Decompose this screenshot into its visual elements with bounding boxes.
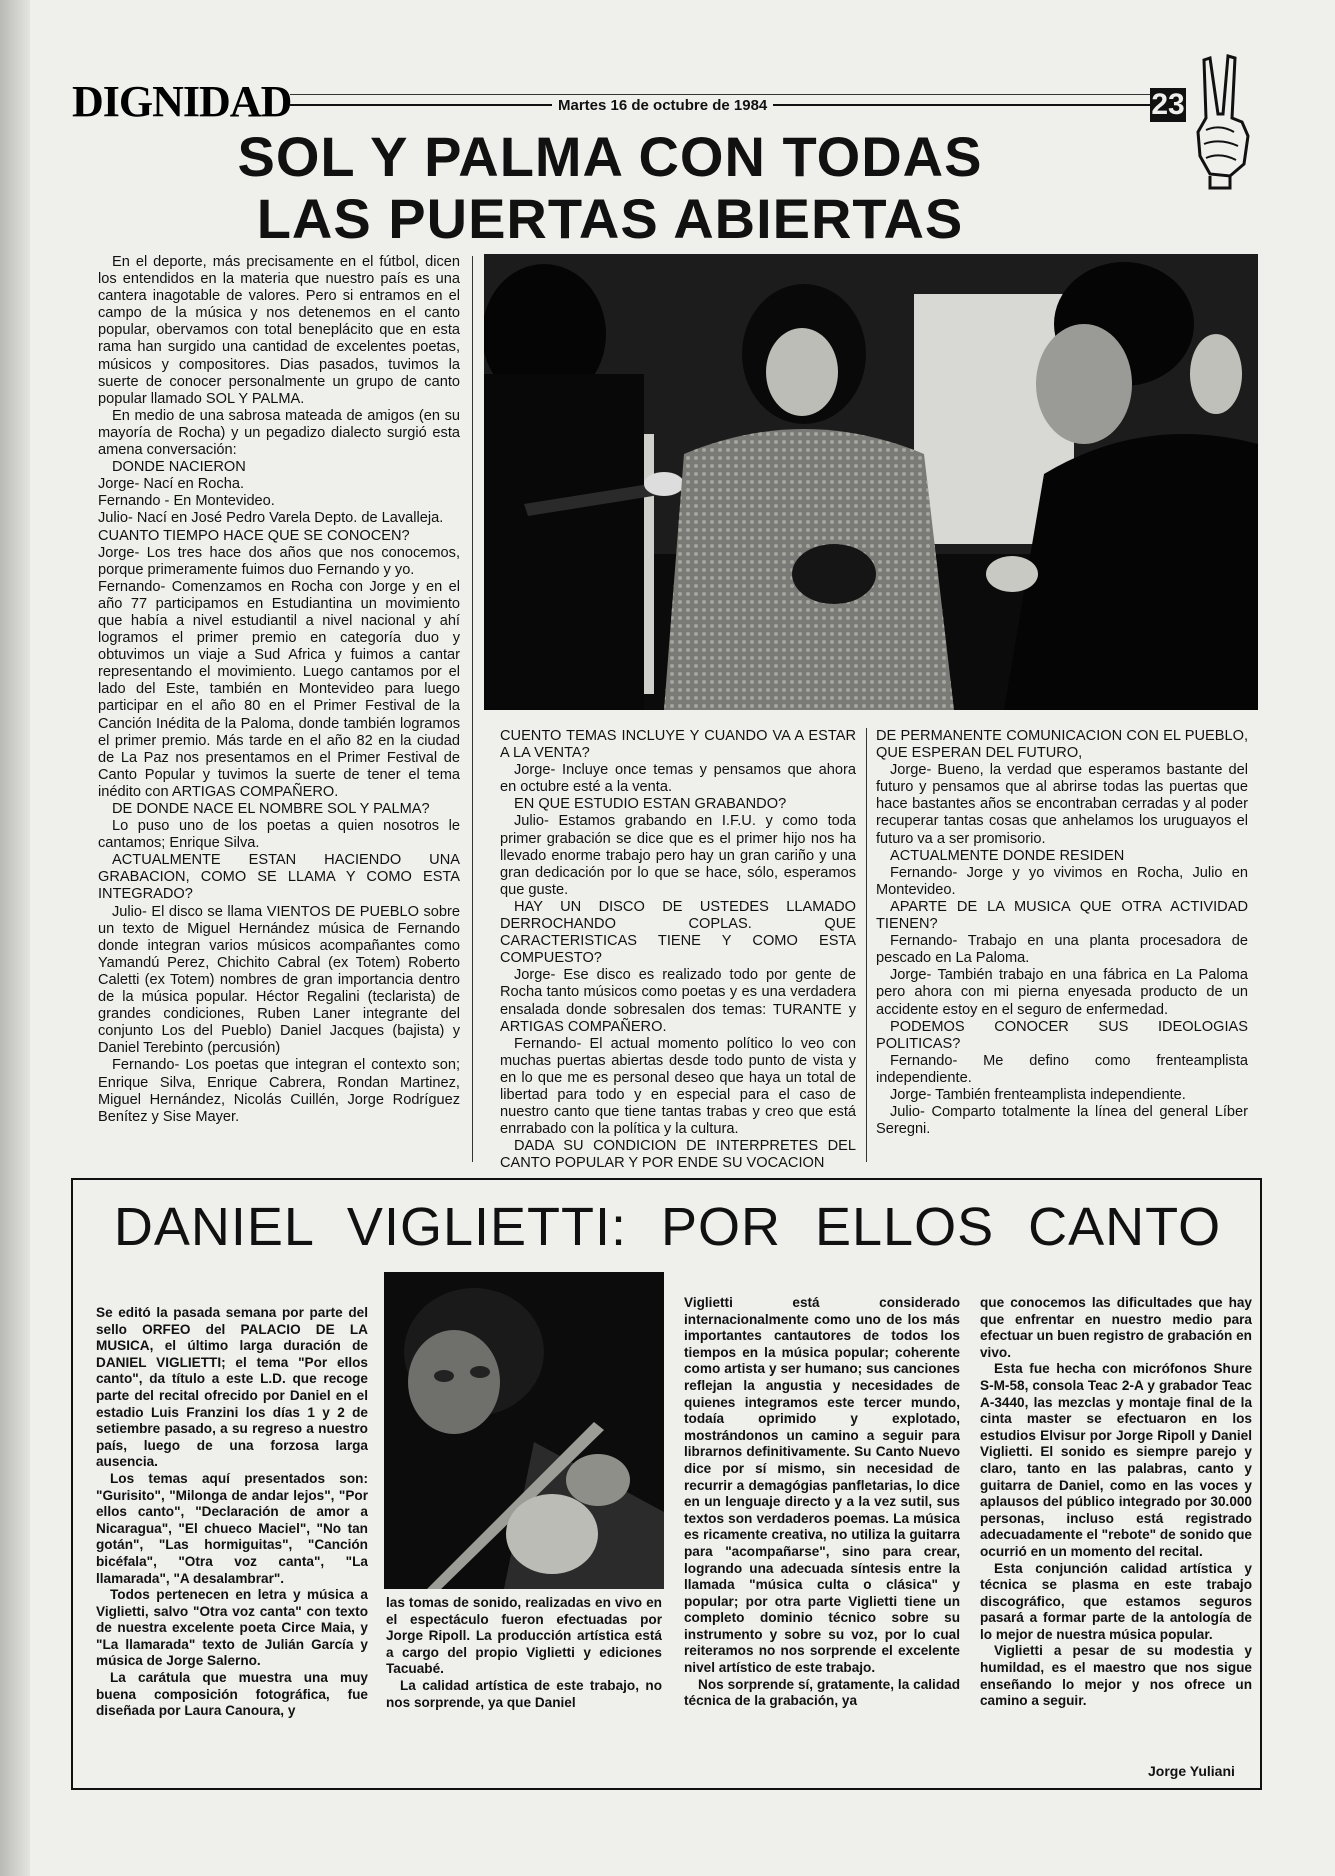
answer: Fernando- Jorge y yo vivimos en Rocha, Julio en Montevideo. (876, 864, 1248, 898)
question: ACTUALMENTE DONDE RESIDEN (890, 847, 1125, 864)
answer: Fernando- Trabajo en una planta procesadora de pescado en La Paloma. (876, 933, 1248, 967)
answer: Jorge- Ese disco es realizado todo por gente de Rocha tanto músicos como poetas y es una verdadera ensalada donde sobresalen dos temas: TURANTE y ARTIGAS COMPAÑERO. (500, 967, 856, 1035)
answer: Julio- Nací en José Pedro Varela Depto. de Lavalleja. (98, 510, 444, 527)
answer: Lo puso uno de los poetas a quien nosotros le cantamos; Enrique Silva. (98, 818, 460, 852)
paragraph: En medio de una sabrosa mateada de amigos (en su mayoría de Rocha) y un pegadizo dialecto surgió esta amena conversación: (98, 407, 460, 459)
box-column-4 (980, 1295, 1252, 1710)
article-left-column (98, 254, 460, 1126)
answer: Jorge- También frenteamplista independiente. (890, 1086, 1186, 1103)
paragraph: La calidad artística de este trabajo, no nos sorprende, ya que Daniel (386, 1677, 662, 1710)
paragraph: Viglietti está considerado internacionalmente como uno de los más importantes cantautores de todos los tiempos en la música popular; coherente como artista y ser humano; sus canciones reflejan la angustia y necesidades de quienes integramos este tercer mundo, todaía oprimido y explotado, mostrándonos un camino a seguir para librarnos definitivamente. Su Canto Nuevo dice por sí mismo, sin necesidad de recurrir a demagógias panfletarias, lo dice en un lenguaje directo y a la vez sutil, sus textos son verdaderos poemas. La música es ricamente creativa, no utiliza la guitarra para "acompañarse", sino para crear, logrando una adecuada síntesis entre la llamada "música culta o clásica" y popular; por otra parte Viglietti tiene un completo dominio técnico sobre su instrumento y sobre su voz, por lo cual reiteramos no nos sorprende el excelente nivel artístico de este trabajo. (684, 1295, 960, 1676)
paragraph: Viglietti a pesar de su modestia y humildad, es el maestro que nos sigue enseñando lo mejor y nos ofrece un camino a seguir. (980, 1643, 1252, 1709)
paragraph: Nos sorprende sí, gratamente, la calidad técnica de la grabación, ya (684, 1676, 960, 1709)
paragraph: Los temas aquí presentados son: "Gurisito", "Milonga de andar lejos", "Por ellos canto", "Declaración de amor a Nicaragua", "El chueco Maciel", "No tan gotán", "Las hormiguitas", "Canción bicéfala", "Otra voz canta", "La llamarada", "A desalambrar". (96, 1470, 368, 1586)
headline-line-2: LAS PUERTAS ABIERTAS (256, 187, 964, 250)
paragraph: las tomas de sonido, realizadas en vivo en el espectáculo fueron efectuadas por Jorge Ripoll. La producción artística está a cargo del propio Viglietti y ediciones Tacuabé. (386, 1595, 662, 1677)
answer: Julio- Comparto totalmente la línea del general Líber Seregni. (876, 1104, 1248, 1138)
answer: Julio- El disco se llama VIENTOS DE PUEBLO sobre un texto de Miguel Hernández música de Fernando donde integran varios músicos acompañantes como Yamandú Perez, Chichito Cabral (ex Totem) Roberto Caletti (ex Totem) nombres de gran importancia dentro de la música popular. Héctor Regalini (teclarista) de grandes condiciones, Ruben Laner integrante del conjunto Los del Pueblo) Daniel Jacques (bajista) y Daniel Terebinto (percusión) (98, 903, 460, 1057)
question: DE PERMANENTE COMUNICACION CON EL PUEBLO, QUE ESPERAN DEL FUTURO, (876, 728, 1248, 762)
article-middle-column (500, 728, 856, 1172)
header-rule-top (290, 94, 1150, 95)
question: DE DONDE NACE EL NOMBRE SOL Y PALMA? (112, 801, 430, 817)
paragraph: La carátula que muestra una muy buena composición fotográfica, fue diseñada por Laura Canoura, y (96, 1670, 368, 1719)
column-divider (866, 728, 867, 1162)
question: EN QUE ESTUDIO ESTAN GRABANDO? (514, 796, 787, 813)
question: ACTUALMENTE ESTAN HACIENDO UNA GRABACION, COMO SE LLAMA Y COMO ESTA INTEGRADO? (98, 852, 460, 903)
box-column-1 (96, 1305, 368, 1720)
answer: Jorge- Incluye once temas y pensamos que ahora en octubre esté a la venta. (500, 762, 856, 796)
answer: Fernando - En Montevideo. (98, 493, 275, 510)
article-headline (150, 126, 1070, 250)
box-headline: DANIEL VIGLIETTI: POR ELLOS CANTO (113, 1197, 1222, 1257)
box-column-3 (684, 1295, 960, 1710)
answer: Jorge- Nací en Rocha. (98, 476, 245, 493)
answer: Fernando- Los poetas que integran el contexto son; Enrique Silva, Enrique Cabrera, Rondan Martinez, Miguel Hernández, Nicolás Cuillén, Jorge Rodríguez Benítez y Sise Mayer. (98, 1057, 460, 1125)
answer: Julio- Estamos grabando en I.F.U. y como toda primer grabación se dice que es el primer hijo nos ha llevado enorme trabajo pero hay un gran cariño y una gran dedicación por lo que se hace, sólo, esperamos que guste. (500, 813, 856, 898)
box-column-2 (386, 1595, 662, 1711)
question: HAY UN DISCO DE USTEDES LLAMADO DERROCHANDO COPLAS. QUE CARACTERISTICAS TIENE Y COMO ESTA COMPUESTO? (500, 898, 856, 967)
page-number: 23 (1151, 88, 1185, 121)
question: CUENTO TEMAS INCLUYE Y CUANDO VA A ESTAR A LA VENTA? (500, 728, 856, 762)
answer: Fernando- Me defino como frenteamplista independiente. (876, 1052, 1248, 1086)
answer: Jorge- Los tres hace dos años que nos conocemos, porque primeramente fuimos duo Fernando y yo. (98, 544, 460, 578)
answer: Fernando- Comenzamos en Rocha con Jorge y en el año 77 participamos en Estudiantina un movimiento que había a nivel estudiantil a nivel nacional y ahí logramos el primer premio en categoría duo y obtuvimos un viaje a Sud Africa y fuimos a cantar representando el movimiento. Luego cantamos por el lado del Este, también en Montevideo para luego participar en el año 80 en el Primer Festival de la Canción Inédita de la Paloma, donde también logramos el primer premio. Más tarde en el año 82 en la ciudad de La Paz nos presentamos en el Primer Festival de Canto Popular y tuvimos la suerte de tener el tema inédito con ARTIGAS COMPAÑERO. (98, 578, 460, 800)
paragraph: En el deporte, más precisamente en el fútbol, dicen los entendidos en la materia que nuestro país es una cantera inagotable de valores. Pero si entramos en el campo de la música y nos detenemos en el canto popular, obervamos con total beneplácito que en esta rama han surgido una cantidad de excelentes poetas, músicos y compositores. Dias pasados, tuvimos la suerte de conocer personalmente un grupo de canto popular llamado SOL Y PALMA. (98, 254, 460, 407)
masthead: DIGNIDAD (72, 77, 292, 126)
answer: Jorge- Bueno, la verdad que esperamos bastante del futuro y pensamos que al abrirse todas las puertas que hace bastantes años se encontraban cerradas y al poder recuperar tantas cosas que anhelamos los uruguayos el futuro va a ser promisorio. (876, 762, 1248, 847)
paragraph: Todos pertenecen en letra y música a Viglietti, salvo "Otra voz canta" con texto de nuestra excelente poeta Circe Maia, y "La llamarada" texto de Julián García y música de Jorge Salerno. (96, 1587, 368, 1669)
paragraph: Esta conjunción calidad artística y técnica se plasma en este trabajo discográfico, que estamos seguros pasará a formar parte de la antología de lo mejor de nuestra música popular. (980, 1560, 1252, 1642)
answer: Jorge- También trabajo en una fábrica en La Paloma pero ahora con mi pierna enyesada producto de un accidente estoy en el seguro de enfermedad. (876, 967, 1248, 1018)
answer: Fernando- El actual momento político lo veo con muchas puertas abiertas desde todo punto de vista y en lo que me es personal deseo que haya un total de libertad para todo y en especial para el caso de nuestro canto que tiene tantas trabas y creo que está enrrabado con la política y la cultura. (500, 1035, 856, 1138)
scan-edge (0, 0, 30, 1876)
question: CUANTO TIEMPO HACE QUE SE CONOCEN? (98, 527, 410, 544)
question: APARTE DE LA MUSICA QUE OTRA ACTIVIDAD TIENEN? (876, 898, 1248, 933)
viglietti-photo (384, 1272, 664, 1589)
group-photo (484, 254, 1258, 710)
question: DONDE NACIERON (112, 459, 246, 476)
paragraph: Esta fue hecha con micrófonos Shure S-M-58, consola Teac 2-A y grabador Teac A-3440, las mezclas y montaje final de la cinta master se efectuaron en los estudios Elvisur por Jorge Ripoll y Daniel Viglietti. El sonido es siempre parejo y claro, tanto en las palabras, canto y guitarra de Daniel, como en las voces y aplausos del público integrado por 30.000 personas, incluso está registrado adecuadamente el "rebote" de sonido que ocurrió en un momento del recital. (980, 1361, 1252, 1559)
victory-hand-icon (1190, 52, 1260, 192)
paragraph: que conocemos las dificultades que hay que enfrentar en nuestro medio para efectuar un buen registro de grabación en vivo. (980, 1295, 1252, 1360)
publication-date: Martes 16 de octubre de 1984 (552, 97, 773, 114)
paragraph: Se editó la pasada semana por parte del sello ORFEO del PALACIO DE LA MUSICA, el último larga duración de DANIEL VIGLIETTI; el tema "Por ellos canto", da título a este L.D. que recoge parte del recital ofrecido por Daniel en el estadio Luis Franzini los días 1 y 2 de setiembre pasado, a su regreso a nuestro país, luego de una forzosa larga ausencia. (96, 1305, 368, 1470)
article-right-column (876, 728, 1248, 1138)
question: DADA SU CONDICION DE INTERPRETES DEL CANTO POPULAR Y POR ENDE SU VOCACION (500, 1138, 856, 1172)
question: PODEMOS CONOCER SUS IDEOLOGIAS POLITICAS? (876, 1018, 1248, 1052)
column-divider (472, 256, 473, 1162)
headline-line-1: SOL Y PALMA CON TODAS (237, 125, 983, 188)
byline: Jorge Yuliani (1148, 1763, 1235, 1779)
